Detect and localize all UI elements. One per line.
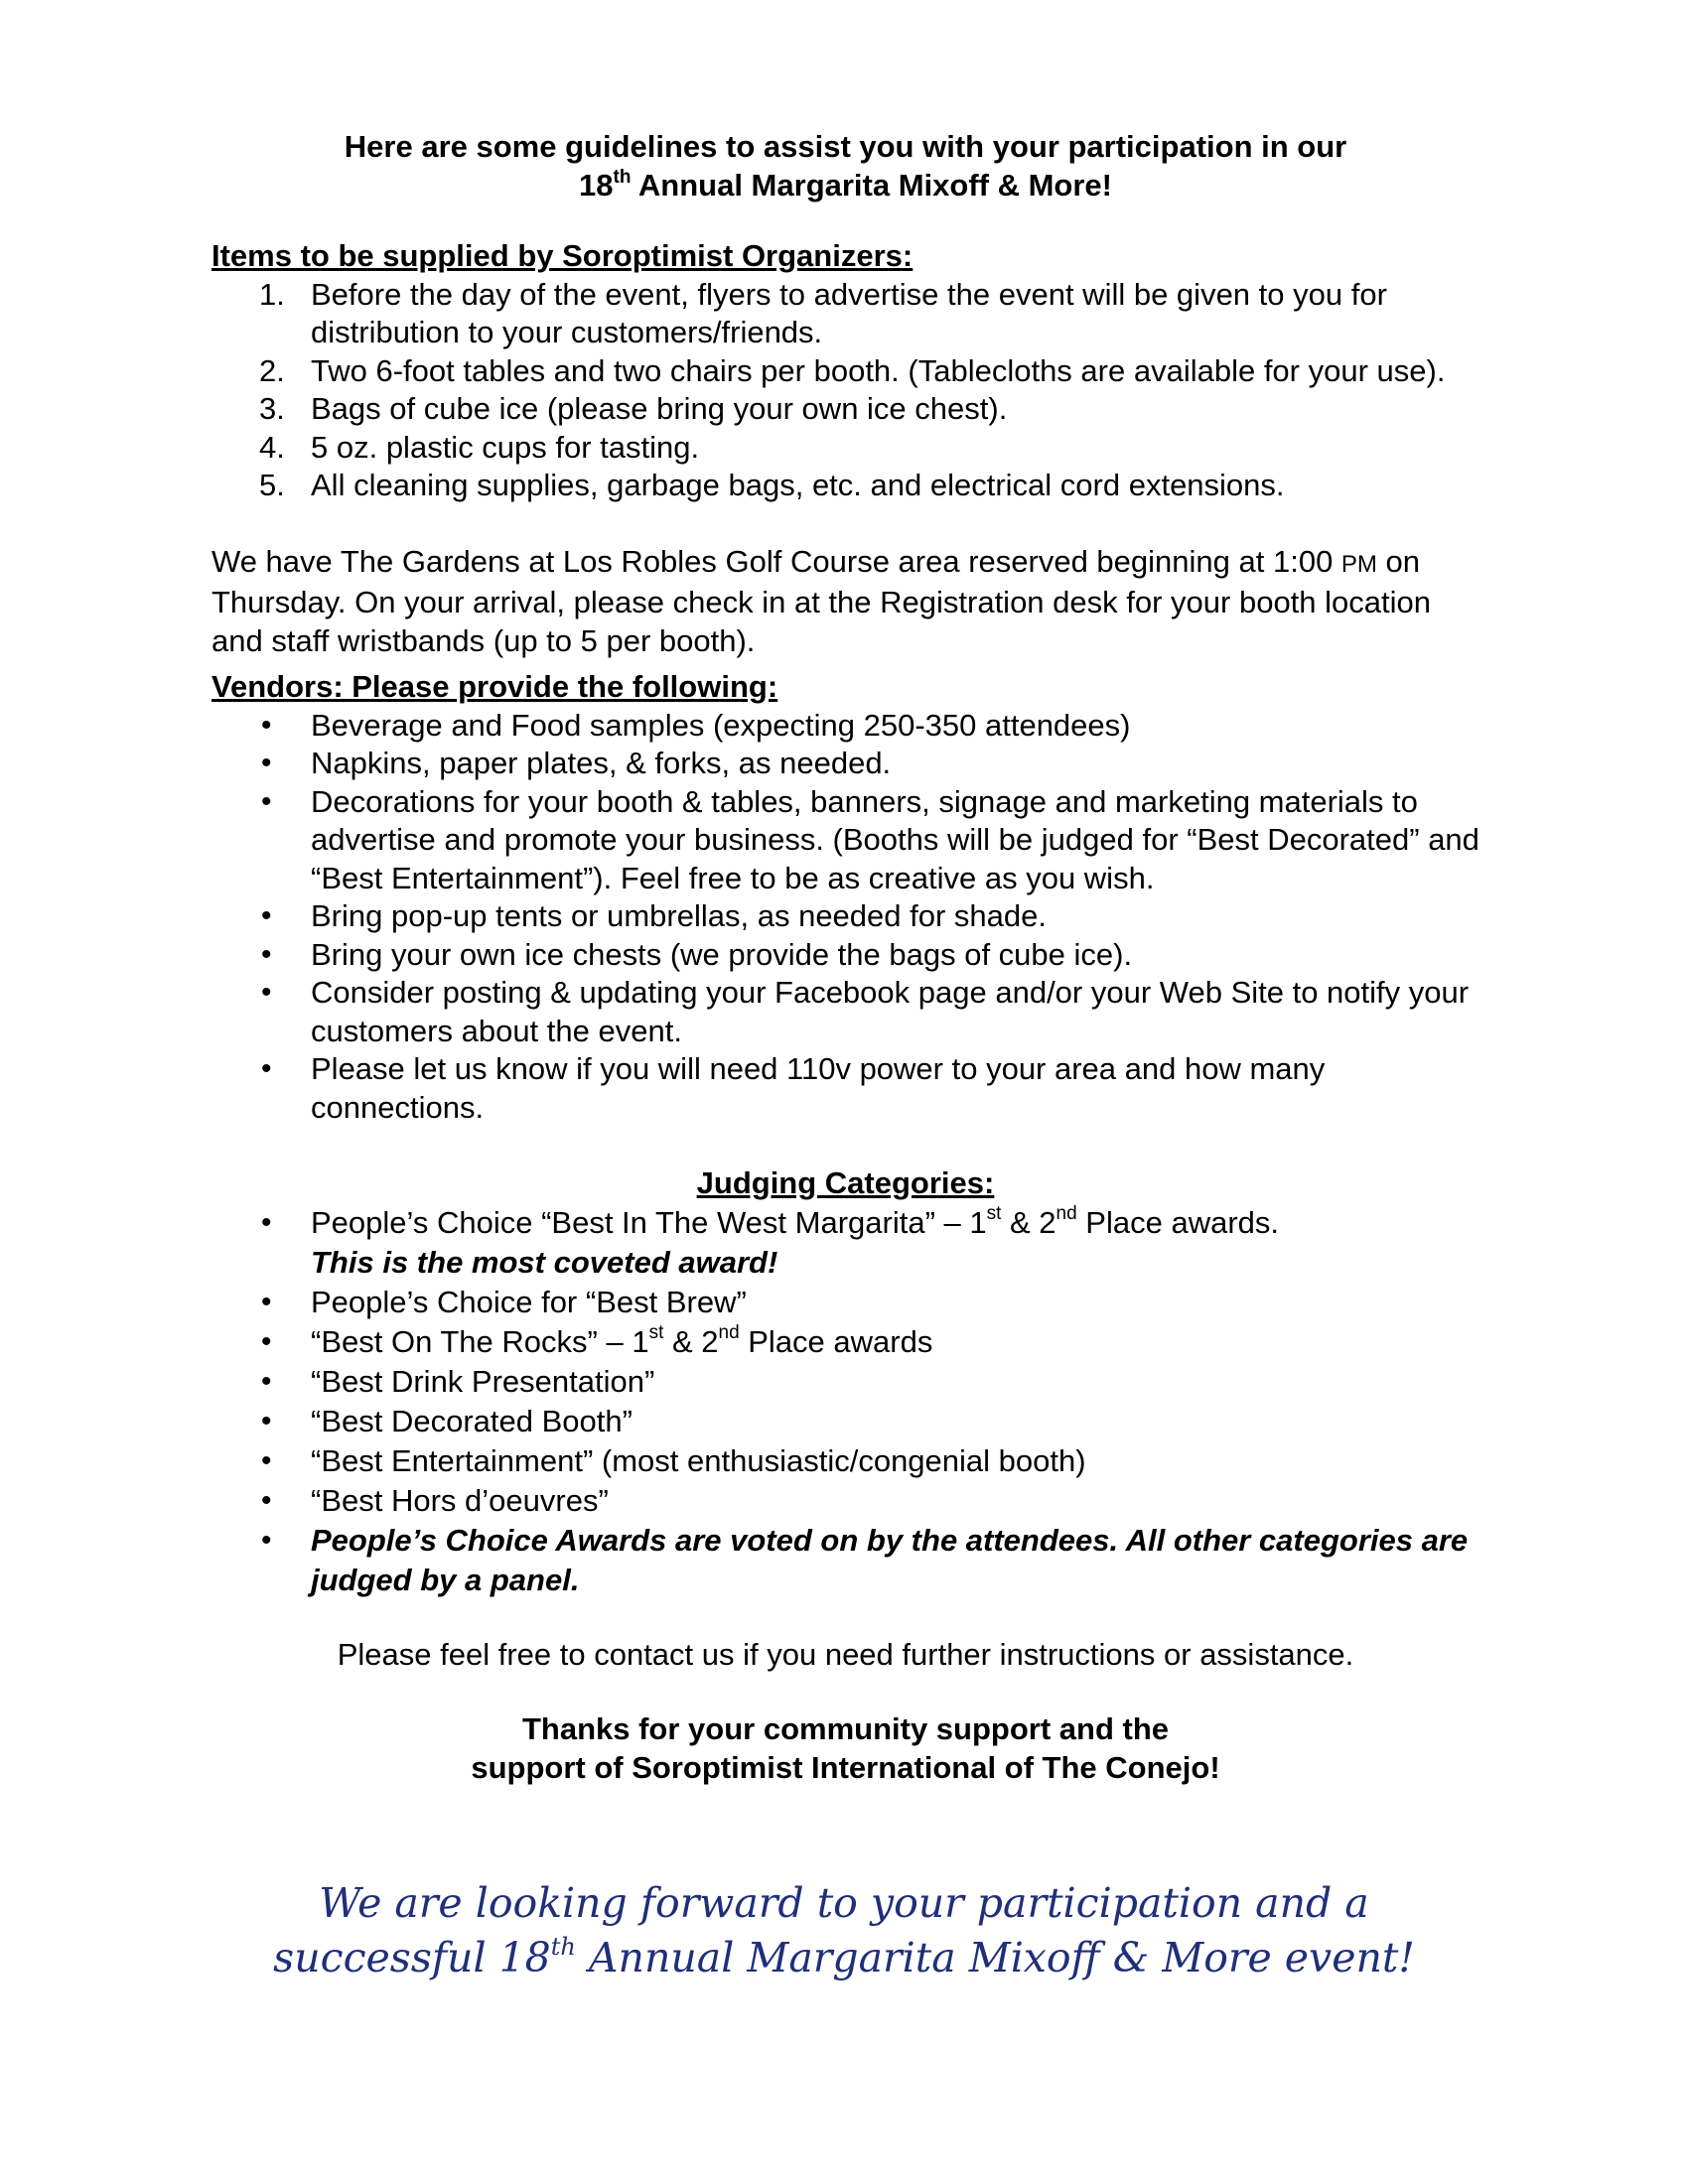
judging-heading: Judging Categories: xyxy=(696,1165,995,1200)
thanks-line-1: Thanks for your community support and the xyxy=(521,1711,1170,1746)
list-item: 3. Bags of cube ice (please bring your own ice chest). xyxy=(259,391,1008,426)
title-event-name: Annual Margarita Mixoff & More! xyxy=(631,168,1112,203)
list-item: • Bring pop-up tents or umbrellas, as needed for shade. xyxy=(211,897,1479,936)
list-item: • “Best Drink Presentation” xyxy=(211,1362,1479,1402)
thanks-line-2: support of Soroptimist International of The Conejo! xyxy=(471,1750,1220,1785)
bullet-icon: • xyxy=(261,1364,272,1398)
bullet-icon: • xyxy=(261,1483,272,1517)
list-item: 5. All cleaning supplies, garbage bags, etc. and electrical cord extensions. xyxy=(259,468,1285,502)
list-item: 2. Two 6-foot tables and two chairs per booth. (Tablecloths are available for your use). xyxy=(259,352,1446,388)
bullet-icon: • xyxy=(261,747,272,779)
closing-line-1: We are looking forward to your participation and a xyxy=(319,1879,1369,1927)
list-item: • “Best Decorated Booth” xyxy=(211,1402,1479,1441)
list-item: • Consider posting & updating your Facebook page and/or your Web Site to notify your customers about the event. xyxy=(261,975,1470,1048)
bullet-icon: • xyxy=(261,1205,272,1239)
arrival-paragraph: We have The Gardens at Los Robles Golf Course area reserved beginning at 1:00 PM on Thursday. On your arrival, please check in at the Registration desk for your booth location and staff wristbands (up to 5 per booth). xyxy=(211,543,1431,658)
list-item: • Bring your own ice chests (we provide the bags of cube ice). xyxy=(211,936,1479,975)
vendors-heading: Vendors: Please provide the following: xyxy=(211,669,778,704)
thanks-block xyxy=(211,1709,1479,1787)
list-item: • People’s Choice for “Best Brew” xyxy=(211,1283,1479,1322)
judging-list xyxy=(211,1203,1479,1600)
vendors-list xyxy=(211,707,1479,1128)
bullet-icon: • xyxy=(261,1443,272,1477)
title-edition-suffix: th xyxy=(613,166,632,188)
list-item: • Please let us know if you will need 110v power to your area and how many connections. xyxy=(261,1051,1326,1125)
list-item: 1. Before the day of the event, flyers to advertise the event will be given to you for distribution to your customers/friends. xyxy=(259,276,1387,349)
closing-line-2: successful 18th Annual Margarita Mixoff & More event! xyxy=(273,1933,1415,1981)
list-item: • Decorations for your booth & tables, banners, signage and marketing materials to advertise and promote your business. (Booths will be judged for “Best Decorated” and “Best Entertainment”). Feel free to be as creative as you wish. xyxy=(261,783,1479,895)
title-line-2 xyxy=(211,166,1479,205)
bullet-icon: • xyxy=(261,937,272,971)
list-item: • “Best Hors d’oeuvres” xyxy=(211,1481,1479,1521)
bullet-icon: • xyxy=(261,1285,272,1318)
document-title xyxy=(211,127,1479,205)
bullet-icon: • xyxy=(261,1523,272,1557)
contact-line: Please feel free to contact us if you need further instructions or assistance. xyxy=(337,1636,1354,1672)
bullet-icon: • xyxy=(261,1404,272,1437)
organizers-heading: Items to be supplied by Soroptimist Organizers: xyxy=(211,238,914,273)
closing-message xyxy=(149,1876,1539,1985)
bullet-icon: • xyxy=(261,1324,272,1358)
bullet-icon: • xyxy=(261,1052,272,1085)
award-note: This is the most coveted award! xyxy=(311,1244,778,1280)
list-item: • People’s Choice “Best In The West Margarita” – 1st & 2nd Place awards. This is the most coveted award! xyxy=(261,1203,1280,1280)
title-line-1: Here are some guidelines to assist you with your participation in our xyxy=(344,129,1347,164)
list-item: • People’s Choice Awards are voted on by the attendees. All other categories are judged by a panel. xyxy=(261,1522,1469,1597)
bullet-icon: • xyxy=(261,976,272,1009)
list-item: • “Best Entertainment” (most enthusiastic/congenial booth) xyxy=(211,1441,1479,1481)
document-body xyxy=(211,127,1479,1787)
list-item: 4. 5 oz. plastic cups for tasting. xyxy=(259,429,700,465)
bullet-icon: • xyxy=(261,899,272,932)
bullet-icon: • xyxy=(261,708,272,742)
title-edition-number: 18 xyxy=(579,168,614,203)
organizers-list xyxy=(211,276,1479,505)
list-item: • “Best On The Rocks” – 1st & 2nd Place awards xyxy=(211,1322,1479,1362)
list-item: • Beverage and Food samples (expecting 250-350 attendees) xyxy=(211,707,1479,746)
list-item: • Napkins, paper plates, & forks, as needed. xyxy=(211,745,1479,783)
bullet-icon: • xyxy=(261,784,272,818)
